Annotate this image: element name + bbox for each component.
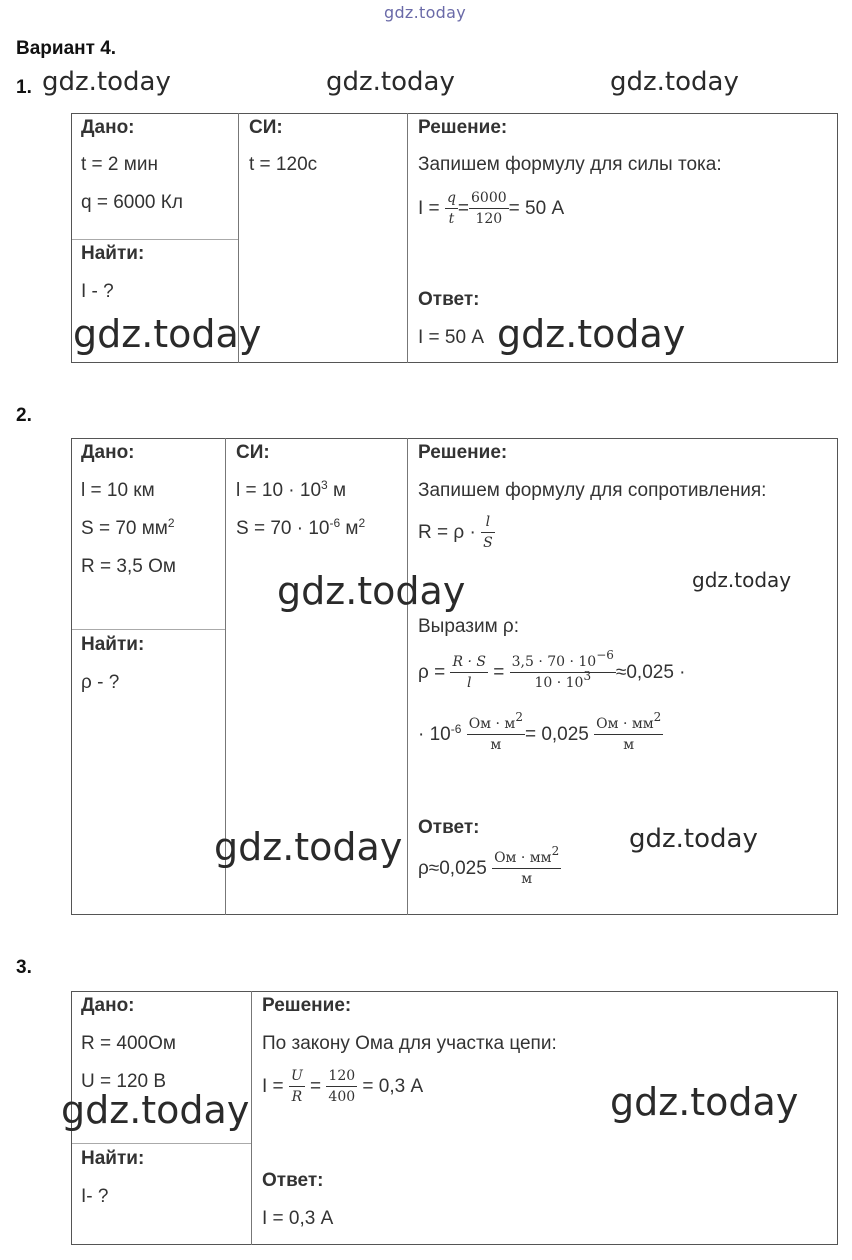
task3-otvet-heading: Ответ:: [262, 1170, 324, 1191]
task3-formula: [262, 1068, 423, 1105]
text: S = 70 мм: [81, 518, 168, 539]
formula-text: ρ =: [418, 661, 451, 683]
fraction: [289, 1068, 305, 1105]
task1-otvet-heading: Ответ:: [418, 289, 480, 310]
watermark: gdz.today: [692, 568, 792, 592]
task2-naiti-line: ρ - ?: [81, 672, 120, 693]
superscript: 2: [653, 710, 662, 724]
watermark: gdz.today: [73, 312, 262, 356]
formula-text: I =: [262, 1075, 289, 1097]
superscript: -6: [450, 721, 462, 736]
task1-naiti-heading: Найти:: [81, 243, 145, 264]
fraction: [326, 1068, 357, 1105]
task3-naiti-line: I- ?: [81, 1186, 109, 1207]
superscript: −6: [596, 648, 614, 662]
formula-text: =: [457, 197, 470, 219]
fraction: [467, 710, 525, 754]
numerator: q: [445, 190, 458, 209]
numerator: [492, 844, 561, 869]
superscript: 3: [583, 669, 592, 684]
formula-text: = 0,025: [524, 723, 595, 745]
text: l = 10 · 10: [236, 480, 322, 501]
watermark: gdz.today: [61, 1088, 250, 1132]
task1-solution-line: Запишем формулу для силы тока:: [418, 154, 722, 175]
fraction: [450, 654, 487, 691]
watermark: gdz.today: [610, 67, 739, 97]
superscript: -6: [329, 516, 341, 530]
task1-formula: [418, 190, 564, 227]
task2-formula-r: [418, 514, 495, 551]
task1-dano-line: q = 6000 Кл: [81, 192, 183, 213]
page-title: Вариант 4.: [16, 38, 117, 59]
task2-si-heading: СИ:: [236, 442, 270, 463]
text: 3,5 · 70 · 10: [511, 654, 597, 670]
fraction: [594, 710, 663, 754]
task3-naiti-heading: Найти:: [81, 1148, 145, 1169]
formula-text: ≈0,025 ·: [615, 661, 686, 683]
task1-naiti-line: I - ?: [81, 281, 114, 302]
formula-text: [418, 721, 467, 746]
numerator: 6000: [469, 190, 509, 209]
watermark-top: gdz.today: [384, 3, 466, 22]
formula-text: = 50 А: [508, 197, 565, 219]
divider: [407, 438, 408, 915]
superscript: 2: [551, 844, 560, 858]
denominator: 120: [475, 211, 503, 228]
text: 10 · 10: [534, 675, 584, 692]
numerator: [467, 710, 525, 735]
task2-otvet-heading: Ответ:: [418, 817, 480, 838]
text: Ом · мм: [596, 716, 654, 732]
divider: [407, 113, 408, 363]
formula-text: I =: [418, 197, 445, 219]
formula-text: =: [304, 1075, 327, 1097]
task1-reshenie-heading: Решение:: [418, 117, 508, 138]
denominator: S: [483, 535, 493, 552]
task2-solution-line: Выразим ρ:: [418, 616, 520, 637]
task3-answer: I = 0,3 А: [262, 1208, 334, 1229]
numerator: U: [289, 1068, 305, 1087]
task3-dano-line: R = 400Ом: [81, 1033, 176, 1054]
denominator: t: [448, 211, 455, 228]
denominator: м: [490, 737, 502, 754]
task1-si-heading: СИ:: [249, 117, 283, 138]
task1-dano-line: t = 2 мин: [81, 154, 158, 175]
divider: [72, 1143, 251, 1144]
denominator: 400: [328, 1089, 356, 1106]
task2-si-line: [236, 518, 365, 540]
task2-number: 2.: [16, 405, 32, 426]
numerator: l: [481, 514, 495, 533]
text: · 10: [418, 723, 451, 745]
text: м: [340, 518, 359, 539]
watermark: gdz.today: [629, 824, 758, 854]
numerator: [594, 710, 663, 735]
text: м: [327, 480, 347, 501]
task2-formula-rho: [418, 648, 686, 692]
watermark: gdz.today: [214, 825, 403, 869]
denominator: м: [521, 871, 533, 888]
text: S = 70 · 10: [236, 518, 330, 539]
watermark: gdz.today: [42, 67, 171, 97]
task2-dano-line: R = 3,5 Ом: [81, 556, 176, 577]
superscript: 3: [321, 478, 328, 492]
text: Ом · мм: [494, 850, 552, 866]
watermark: gdz.today: [497, 312, 686, 356]
denominator: l: [466, 675, 472, 692]
divider: [72, 629, 225, 630]
superscript: 2: [167, 516, 175, 530]
watermark: gdz.today: [277, 569, 466, 613]
numerator: R · S: [450, 654, 487, 673]
denominator: [510, 669, 616, 692]
watermark: gdz.today: [326, 67, 455, 97]
task2-formula-units: [418, 710, 663, 754]
text: Ом · м: [468, 716, 516, 732]
task1-number: 1.: [16, 77, 32, 98]
task3-reshenie-heading: Решение:: [262, 995, 352, 1016]
task2-dano-heading: Дано:: [81, 442, 135, 463]
formula-text: ρ≈0,025: [418, 857, 493, 879]
denominator: м: [623, 737, 635, 754]
numerator: 120: [326, 1068, 357, 1087]
watermark: gdz.today: [610, 1080, 799, 1124]
fraction: [481, 514, 495, 551]
fraction: [492, 844, 561, 888]
formula-text: R = ρ ·: [418, 521, 482, 543]
task2-naiti-heading: Найти:: [81, 634, 145, 655]
fraction: [510, 648, 616, 692]
task3-number: 3.: [16, 957, 32, 978]
task2-solution-line: Запишем формулу для сопротивления:: [418, 480, 767, 501]
task2-answer: [418, 844, 561, 888]
task2-reshenie-heading: Решение:: [418, 442, 508, 463]
task3-solution-line: По закону Ома для участка цепи:: [262, 1033, 557, 1054]
numerator: [510, 648, 616, 673]
superscript: 2: [358, 516, 366, 530]
task1-answer: I = 50 А: [418, 327, 485, 348]
divider: [251, 991, 252, 1245]
superscript: 2: [515, 710, 523, 724]
task1-dano-heading: Дано:: [81, 117, 135, 138]
fraction: [469, 190, 509, 227]
task2-dano-line: l = 10 км: [81, 480, 155, 501]
formula-text: =: [487, 661, 510, 683]
task2-si-line: [236, 480, 346, 502]
formula-text: = 0,3 А: [357, 1075, 424, 1097]
divider: [72, 239, 238, 240]
denominator: R: [291, 1089, 303, 1106]
fraction: [445, 190, 458, 227]
task3-dano-line: U = 120 В: [81, 1071, 167, 1092]
task2-dano-line: [81, 518, 175, 540]
task1-si-line: t = 120с: [249, 154, 318, 175]
task3-dano-heading: Дано:: [81, 995, 135, 1016]
